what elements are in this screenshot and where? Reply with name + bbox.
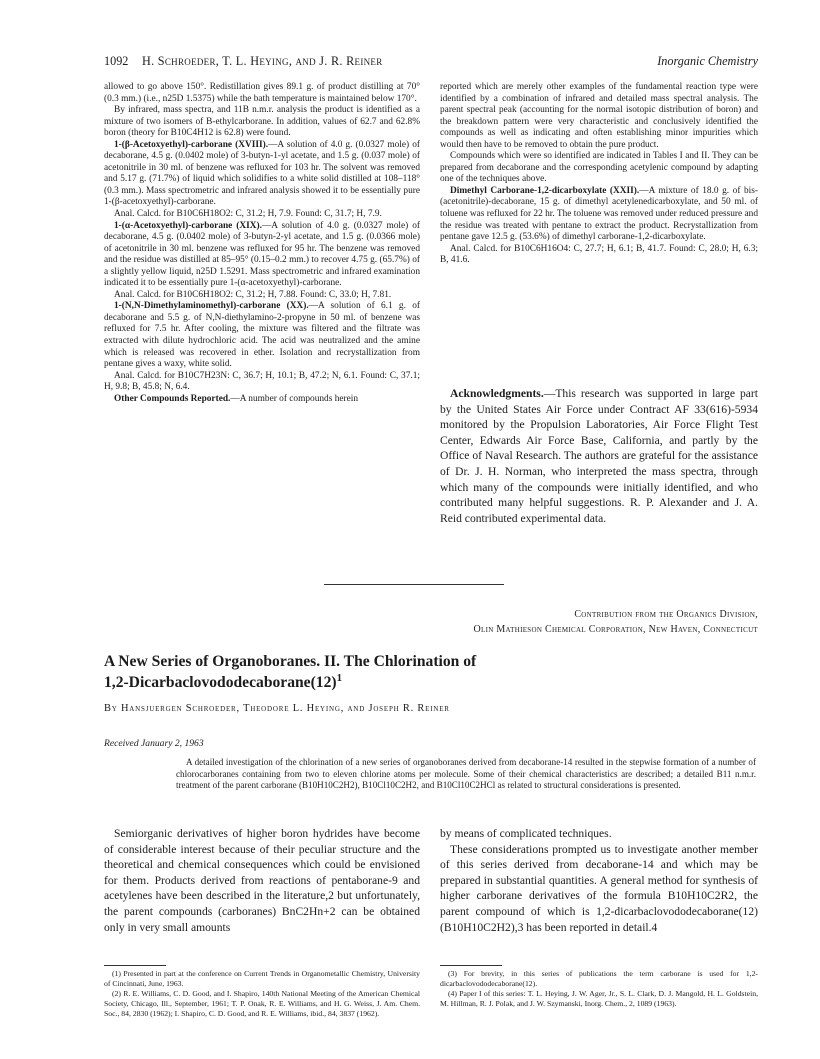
acknowledgments-text: —This research was supported in large part by the United States Air Force under Contract AF 33(616)-5934 monitored by the Propulsion Laboratories, Air Force Flight Test Center, Edwards Air Force Base, California, and partly by the Office of Naval Research. The authors are grateful for the assistance of Dr. J. H. Norman, who interpreted the mass spectra, through which many of the compounds were initially identified, and who contributed many helpful suggestions. R. P. Alexander and J. A. Reid contributed experimental data. bbox=[440, 387, 758, 525]
paragraph-text: —A solution of 6.1 g. of decaborane and 5.5 g. of N,N-diethylamino-2-propyne in 50 ml. of benzene was refluxed for 7.5 hr. After cooling, the mixture was filtered and the filtrate was extracted with dilute hydrochloric acid. The acid was neutralized and the amine which is released was recovered in ether. Isolation and recrystallization from pentane gives a waxy, white solid. bbox=[104, 301, 420, 370]
compound-heading: 1-(N,N-Dimethylaminomethyl)-carborane (XX). bbox=[114, 301, 309, 312]
analysis-line: Anal. Calcd. for B10C7H23N: C, 36.7; H, 10.1; B, 47.2; N, 6.1. Found: C, 37.1; H, 9.8; B, 45.8; N, 6.4. bbox=[104, 370, 420, 393]
analysis-line: Anal. Calcd. for B10C6H18O2: C, 31.2; H, 7.9. Found: C, 31.7; H, 7.9. bbox=[114, 209, 382, 220]
section-heading: Other Compounds Reported. bbox=[114, 393, 231, 404]
acknowledgments-paragraph bbox=[440, 386, 758, 526]
compound-heading: 1-(β-Acetoxyethyl)-carborane (XVIII). bbox=[114, 139, 269, 150]
paragraph: reported which are merely other examples of the fundamental reaction type were identified by a combination of infrared and detailed mass spectral analysis. The parent spectral peak (accounting for the normal isotopic distribution of boron) and the breakdown pattern were very characteristic and conclusively identified the compounds as well as indicating and often establishing minor impurities which would then have to be removed to obtain the pure product. bbox=[440, 82, 758, 150]
title-line: A New Series of Organoboranes. II. The Chlorination of bbox=[104, 653, 477, 670]
analysis-line: Anal. Calcd. for B10C6H16O4: C, 27.7; H, 6.1; B, 41.7. Found: C, 28.0; H, 6.3; B, 41.6. bbox=[440, 243, 758, 266]
paragraph-text: —A mixture of 18.0 g. of bis-(acetonitrile)-decaborane, 15 g. of dimethyl acetylenedicarboxylate, and 50 ml. of toluene was refluxed for 22 hr. The toluene was removed under reduced pressure and the residue was treated with pentane to extract the product. Recrystallization from pentane gave 12.5 g. (53.6%) of dimethyl carborane-1,2-dicarboxylate. bbox=[440, 185, 758, 243]
compound-heading: Dimethyl Carborane-1,2-dicarboxylate (XXII). bbox=[450, 185, 640, 196]
running-authors: H. Schroeder, T. L. Heying, and J. R. Reiner bbox=[142, 54, 383, 68]
journal-name: Inorganic Chemistry bbox=[657, 54, 758, 68]
byline: By Hansjuergen Schroeder, Theodore L. Heying, and Joseph R. Reiner bbox=[104, 703, 450, 714]
running-header bbox=[104, 54, 758, 70]
title-text: 1,2-Dicarbaclovododecaborane(12) bbox=[104, 674, 337, 691]
paragraph-text: —A solution of 4.0 g. (0.0327 mole) of decaborane, 4.5 g. (0.0402 mole) of 3-butyn-2-yl acetate, and 1.5 g. (0.0366 mole) of acetonitrile in 30 ml. benzene was refluxed for 95 hr. The benzene was removed and the residue was distilled at 85–95° (0.15–0.2 mm.) to recover 4.75 g. (65.7%) of a slightly yellow liquid, n25D 1.5291. Mass spectrometric and infrared examination indicated it to be essentially pure 1-(α-acetoxyethyl)-carborane. bbox=[104, 220, 420, 289]
right-experimental-column bbox=[440, 82, 758, 267]
contribution-line: Olin Mathieson Chemical Corporation, New Haven, Connecticut bbox=[473, 624, 758, 635]
article-title bbox=[104, 651, 704, 693]
paragraph: by means of complicated techniques. bbox=[440, 827, 612, 840]
footnotes-right bbox=[440, 969, 758, 1009]
compound-heading: 1-(α-Acetoxyethyl)-carborane (XIX). bbox=[114, 220, 262, 231]
paragraph: These considerations prompted us to investigate another member of this series derived from decaborane-14 and which may be prepared in substantial quantities. A general method for synthesis of higher carborane derivatives of the formula B10H10C2R2, the parent compound of which is 1,2-dicarbaclovododecaborane(12) (B10H10C2H2),3 has been reported in detail.4 bbox=[440, 842, 758, 934]
footnote-rule bbox=[440, 965, 502, 966]
title-line bbox=[104, 672, 704, 693]
left-experimental-column bbox=[104, 82, 420, 405]
paragraph-text: —A number of compounds herein bbox=[230, 393, 359, 404]
paragraph: allowed to go above 150°. Redistillation gives 89.1 g. of product distilling at 70° (0.3 mm.) (i.e., n25D 1.5375) while the bath temperature is maintained below 170°. bbox=[104, 82, 420, 104]
body-right-column bbox=[440, 826, 758, 935]
contribution-affiliation bbox=[473, 607, 758, 637]
paragraph bbox=[104, 221, 420, 290]
paragraph bbox=[440, 186, 758, 244]
paragraph: Compounds which were so identified are indicated in Tables I and II. They can be prepared from decaborane and the corresponding acetylenic compound by adapting one of the techniques above. bbox=[440, 151, 758, 185]
footnote: (1) Presented in part at the conference on Current Trends in Organometallic Chemistry, University of Cincinnati, June, 1963. bbox=[104, 969, 420, 988]
title-footnote-marker: 1 bbox=[336, 671, 343, 684]
paragraph bbox=[104, 301, 420, 370]
acknowledgments bbox=[440, 386, 758, 526]
paragraph: By infrared, mass spectra, and 11B n.m.r. analysis the product is identified as a mixture of two isomers of B-ethylcarborane. In addition, values of 62.7 and 62.8% boron (theory for B10C4H12 is 62.8) were found. bbox=[104, 105, 420, 139]
acknowledgments-heading: Acknowledgments. bbox=[450, 387, 544, 400]
paragraph: Semiorganic derivatives of higher boron hydrides have become of considerable interest because of their peculiar structure and the theoretical and chemical consequences which could be envisioned for them. Products derived from reactions of pentaborane-9 and acetylenes have been described in the literature,2 but unfortunately, the parent compounds (carboranes) BnC2Hn+2 can be obtained only in very small amounts bbox=[104, 827, 420, 934]
received-date: Received January 2, 1963 bbox=[104, 738, 204, 749]
footnotes-left bbox=[104, 969, 420, 1019]
footnote: (2) R. E. Williams, C. D. Good, and I. Shapiro, 140th National Meeting of the American Chemical Society, Chicago, Ill., September, 1961; T. P. Onak, R. E. Williams, and H. G. Weiss, J. Am. Chem. Soc., 84, 2830 (1962); I. Shapiro, C. D. Good, and R. E. Williams, ibid., 84, 3837 (1962). bbox=[104, 988, 420, 1018]
analysis-line: Anal. Calcd. for B10C6H18O2: C, 31.2; H, 7.88. Found: C, 33.0; H, 7.81. bbox=[114, 289, 392, 300]
page-number: 1092 bbox=[104, 54, 129, 68]
section-divider bbox=[324, 584, 504, 585]
contribution-line: Contribution from the Organics Division, bbox=[574, 609, 758, 620]
abstract bbox=[176, 757, 756, 792]
abstract-text: A detailed investigation of the chlorination of a new series of organoboranes derived from decaborane-14 resulted in the stepwise formation of a number of chlorocarboranes containing from two to eleven chlorine atoms per molecule. Some of their chemical characteristics are described; a detailed B11 n.m.r. treatment of the parent carborane (B10H10C2H2), B10Cl10C2H2, and B10Cl10C2HCl as related to structural considerations is presented. bbox=[176, 757, 756, 791]
paragraph bbox=[104, 140, 420, 209]
footnote: (3) For brevity, in this series of publications the term carborane is used for 1,2-dicarbaclovododecaborane(12). bbox=[440, 969, 758, 988]
footnote-rule bbox=[104, 965, 166, 966]
paragraph bbox=[104, 394, 420, 406]
body-left-column bbox=[104, 826, 420, 935]
footnote: (4) Paper I of this series: T. L. Heying, J. W. Ager, Jr., S. L. Clark, D. J. Mangold, H. L. Goldstein, M. Hillman, R. J. Polak, and J. W. Szymanski, Inorg. Chem., 2, 1089 (1963). bbox=[440, 988, 758, 1008]
paragraph-text: —A solution of 4.0 g. (0.0327 mole) of decaborane, 4.5 g. (0.0402 mole) of 3-butyn-1-yl acetate, and 1.5 g. (0.037 mole) of acetonitrile in 30 ml. of benzene was refluxed for 103 hr. The solvent was removed and 5.17 g. (71.7%) of liquid which solidifies to a white solid distilled at 108–118° (0.3 mm.). Mass spectrometric and infrared analysis showed it to be essentially pure 1-(β-acetoxyethyl)-carborane. bbox=[104, 139, 420, 208]
